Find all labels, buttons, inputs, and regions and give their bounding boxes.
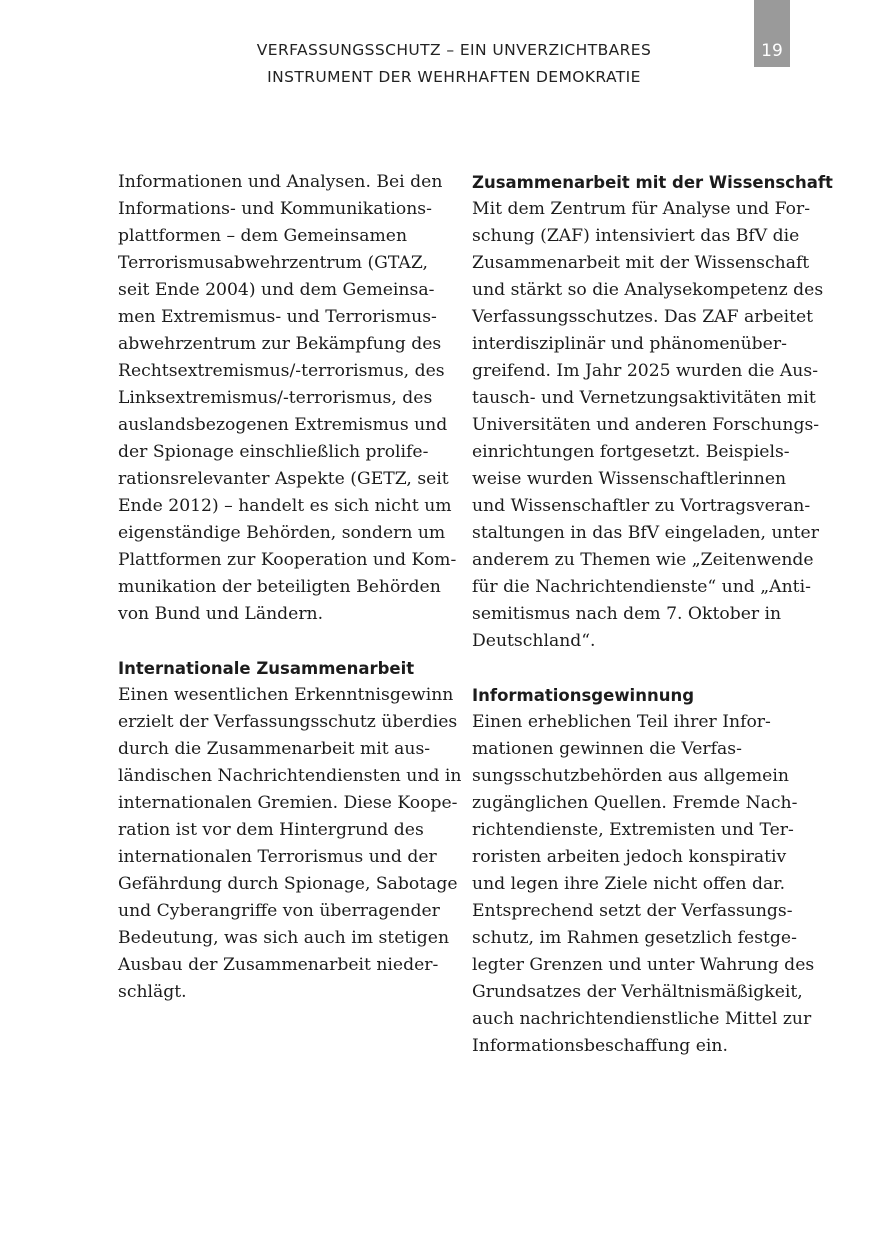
text-line: Mit dem Zentrum für Analyse und For-	[472, 199, 811, 219]
text-line: und Cyberangriffe von überragender	[118, 901, 440, 921]
text-line: sungsschutzbehörden aus allgemein	[472, 766, 789, 786]
text-line: auslandsbezogenen Extremismus und	[118, 415, 448, 435]
text-line: von Bund und Ländern.	[118, 604, 324, 624]
text-line: Linksextremismus/-terrorismus, des	[118, 388, 433, 408]
text-line: staltungen in das BfV eingeladen, unter	[472, 523, 819, 543]
text-line: mationen gewinnen die Verfas-	[472, 739, 742, 759]
text-line: Plattformen zur Kooperation und Kom-	[118, 550, 457, 570]
running-header	[180, 37, 728, 91]
text-line: Informationen und Analysen. Bei den	[118, 172, 443, 192]
text-line: ländischen Nachrichtendiensten und in	[118, 766, 462, 786]
text-line: abwehrzentrum zur Bekämpfung des	[118, 334, 442, 354]
text-line: durch die Zusammenarbeit mit aus-	[118, 739, 431, 759]
text-line: Zusammenarbeit mit der Wissenschaft	[472, 253, 810, 273]
text-line: schlägt.	[118, 982, 187, 1002]
text-line: und legen ihre Ziele nicht offen dar.	[472, 874, 786, 894]
text-line: Informationsbeschaffung ein.	[472, 1036, 728, 1056]
text-line: Gefährdung durch Spionage, Sabotage	[118, 874, 458, 894]
text-line: greifend. Im Jahr 2025 wurden die Aus-	[472, 361, 819, 381]
section-internationale-zusammenarbeit	[118, 655, 462, 1006]
left-column	[118, 169, 462, 1006]
text-line: schung (ZAF) intensiviert das BfV die	[472, 226, 800, 246]
text-line: Bedeutung, was sich auch im stetigen	[118, 928, 450, 948]
text-line: zugänglichen Quellen. Fremde Nach-	[472, 793, 798, 813]
text-line: ration ist vor dem Hintergrund des	[118, 820, 424, 840]
text-line: der Spionage einschließlich prolife-	[118, 442, 429, 462]
section-informationsgewinnung	[472, 682, 815, 1060]
text-line: roristen arbeiten jedoch konspirativ	[472, 847, 787, 867]
text-line: anderem zu Themen wie „Zeitenwende	[472, 550, 814, 570]
text-line: erzielt der Verfassungsschutz überdies	[118, 712, 458, 732]
page-number: 19	[761, 41, 783, 61]
text-line: Rechtsextremismus/-terrorismus, des	[118, 361, 445, 381]
section-heading: Informationsgewinnung	[472, 686, 695, 705]
text-line: Verfassungsschutzes. Das ZAF arbeitet	[472, 307, 814, 327]
text-line: internationalen Terrorismus und der	[118, 847, 437, 867]
text-line: semitismus nach dem 7. Oktober in	[472, 604, 782, 624]
text-line: men Extremismus- und Terrorismus-	[118, 307, 437, 327]
text-line: und Wissenschaftler zu Vortragsveran-	[472, 496, 811, 516]
text-line: auch nachrichtendienstliche Mittel zur	[472, 1009, 812, 1029]
text-line: interdisziplinär und phänomenüber-	[472, 334, 787, 354]
text-line: Terrorismusabwehrzentrum (GTAZ,	[118, 253, 428, 273]
text-line: für die Nachrichtendienste“ und „Anti-	[472, 577, 811, 597]
page-number-tab	[754, 0, 790, 67]
text-line: Entsprechend setzt der Verfassungs-	[472, 901, 793, 921]
text-line: und stärkt so die Analysekompetenz des	[472, 280, 824, 300]
paragraph-gap	[472, 655, 804, 682]
text-line: Ausbau der Zusammenarbeit nieder-	[118, 955, 439, 975]
text-line: Einen wesentlichen Erkenntnisgewinn	[118, 685, 454, 705]
intro-paragraph	[118, 169, 457, 628]
text-line: Deutschland“.	[472, 631, 596, 651]
header-title-line-1: VERFASSUNGSSCHUTZ – EIN UNVERZICHTBARES	[256, 41, 652, 59]
text-line: richtendienste, Extremisten und Ter-	[472, 820, 794, 840]
text-line: eigenständige Behörden, sondern um	[118, 523, 446, 543]
text-line: rationsrelevanter Aspekte (GETZ, seit	[118, 469, 449, 489]
right-column	[472, 169, 833, 1060]
text-line: weise wurden Wissenschaftlerinnen	[472, 469, 787, 489]
text-line: Einen erheblichen Teil ihrer Infor-	[472, 712, 771, 732]
section-heading: Zusammenarbeit mit der Wissenschaft	[472, 173, 833, 192]
text-line: tausch- und Vernetzungsaktivitäten mit	[472, 388, 816, 408]
section-heading: Internationale Zusammenarbeit	[118, 659, 415, 678]
text-line: plattformen – dem Gemeinsamen	[118, 226, 408, 246]
header-title-line-2: INSTRUMENT DER WEHRHAFTEN DEMOKRATIE	[267, 68, 641, 86]
text-line: Universitäten und anderen Forschungs-	[472, 415, 820, 435]
text-line: Informations- und Kommunikations-	[118, 199, 432, 219]
section-zusammenarbeit-wissenschaft	[472, 169, 833, 655]
text-line: munikation der beteiligten Behörden	[118, 577, 441, 597]
text-line: seit Ende 2004) und dem Gemeinsa-	[118, 280, 435, 300]
text-line: internationalen Gremien. Diese Koope-	[118, 793, 458, 813]
text-line: einrichtungen fortgesetzt. Beispiels-	[472, 442, 790, 462]
text-line: Ende 2012) – handelt es sich nicht um	[118, 496, 452, 516]
text-line: Grundsatzes der Verhältnismäßigkeit,	[472, 982, 803, 1002]
text-line: schutz, im Rahmen gesetzlich festge-	[472, 928, 797, 948]
text-line: legter Grenzen und unter Wahrung des	[472, 955, 815, 975]
paragraph-gap	[118, 628, 448, 655]
